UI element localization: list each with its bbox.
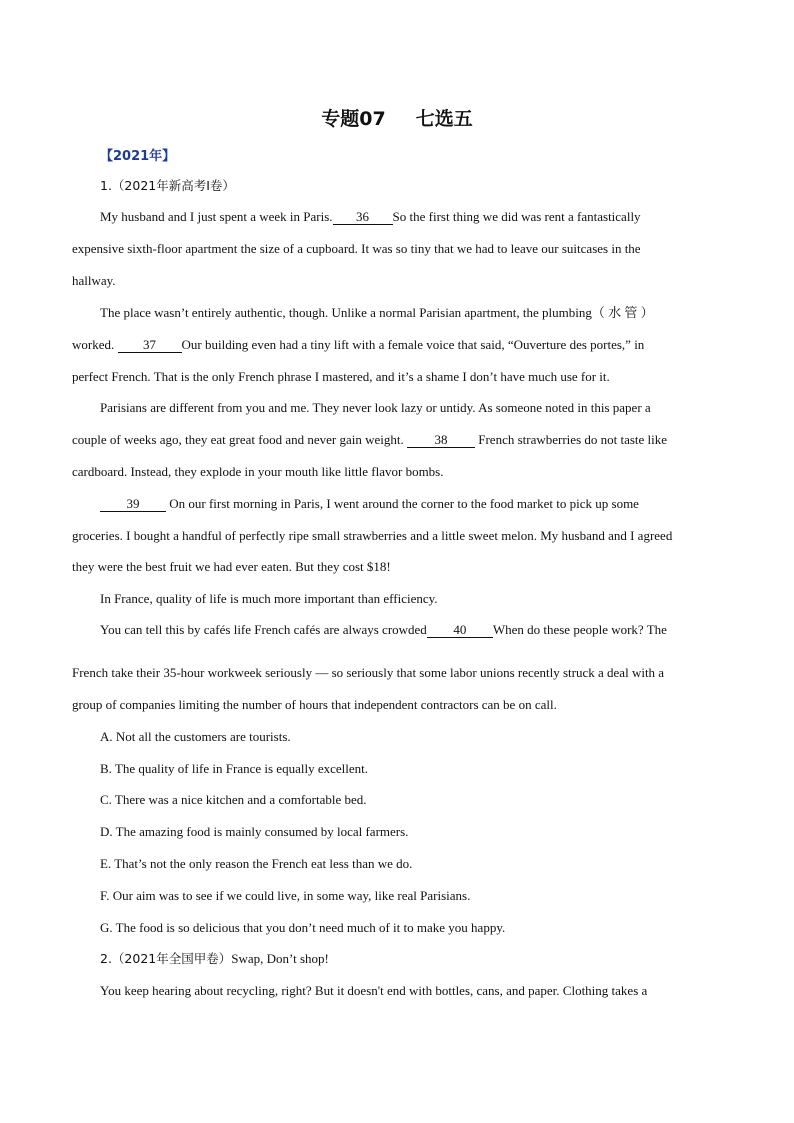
option-a: A. Not all the customers are tourists. (100, 729, 291, 744)
q1-p2-line3: perfect French. That is the only French phrase I mastered, and it’s a shame I don’t have much use for it. (72, 369, 610, 384)
option-d: D. The amazing food is mainly consumed by local farmers. (100, 824, 409, 839)
q1-p3-text-a: couple of weeks ago, they eat great food and never gain weight. (72, 432, 404, 447)
question-2-heading (100, 951, 727, 967)
q1-p2-line2 (72, 337, 727, 353)
q1-p1-line1 (100, 209, 727, 225)
option-c: C. There was a nice kitchen and a comfortable bed. (100, 792, 367, 807)
q1-p4-text-b: On our first morning in Paris, I went around the corner to the food market to pick up some (169, 496, 639, 511)
q2-heading-cn: 2.（2021年全国甲卷） (100, 951, 232, 966)
year-tag: 【2021年】 (100, 149, 176, 164)
q1-p1-text-a: My husband and I just spent a week in Paris. (100, 209, 333, 224)
q1-p4-line2: groceries. I bought a handful of perfectly ripe small strawberries and a little sweet melon. My husband and I agreed (72, 528, 673, 543)
q1-p6-line1 (100, 622, 727, 638)
blank-36: 36 (333, 210, 393, 225)
q2-heading-en: Swap, Don’t shop! (231, 951, 329, 966)
q1-p4-line3: they were the best fruit we had ever eaten. But they cost $18! (72, 559, 391, 574)
q1-p2-line1: The place wasn’t entirely authentic, though. Unlike a normal Parisian apartment, the plumbing（ 水 管 ） (100, 305, 654, 320)
q1-p6-line2: French take their 35-hour workweek seriously — so seriously that some labor unions recently struck a deal with a (72, 665, 665, 680)
option-e: E. That’s not the only reason the French eat less than we do. (100, 856, 413, 871)
page-title (0, 104, 794, 131)
q1-p6-text-b: When do these people work? The (492, 622, 667, 637)
blank-40: 40 (427, 623, 493, 638)
q1-p3-line1: Parisians are different from you and me. They never look lazy or untidy. As someone noted in this paper a (100, 400, 651, 415)
option-g: G. The food is so delicious that you don’t need much of it to make you happy. (100, 920, 506, 935)
q1-p1-line2: expensive sixth-floor apartment the size of a cupboard. It was so tiny that we had to leave our suitcases in the (72, 241, 641, 256)
q1-p6-line3: group of companies limiting the number of hours that independent contractors can be on call. (72, 697, 557, 712)
q1-p5-line1: In France, quality of life is much more important than efficiency. (100, 591, 438, 606)
q1-p1-line3: hallway. (72, 273, 116, 288)
q1-p3-line2 (72, 432, 727, 448)
option-b: B. The quality of life in France is equally excellent. (100, 761, 368, 776)
q2-p1-line1: You keep hearing about recycling, right? But it doesn't end with bottles, cans, and paper. Clothing takes a (100, 983, 648, 998)
q1-p4-line1 (100, 496, 727, 512)
title-main: 专题07 (321, 108, 386, 130)
blank-38: 38 (407, 433, 475, 448)
q1-p2-text-b: Our building even had a tiny lift with a female voice that said, “Ouverture des portes,” in (181, 337, 645, 352)
option-f: F. Our aim was to see if we could live, in some way, like real Parisians. (100, 888, 471, 903)
q1-p3-text-b: French strawberries do not taste like (478, 432, 668, 447)
q1-p2-text-a: worked. (72, 337, 115, 352)
q1-p1-text-b: So the first thing we did was rent a fantastically (392, 209, 641, 224)
q1-p3-line3: cardboard. Instead, they explode in your mouth like little flavor bombs. (72, 464, 444, 479)
blank-37: 37 (118, 338, 182, 353)
title-sub: 七选五 (415, 108, 473, 130)
question-1-heading: 1.（2021年新高考I卷） (100, 178, 235, 193)
q1-p6-text-a: You can tell this by cafés life French cafés are always crowded (100, 622, 427, 637)
blank-39: 39 (100, 497, 166, 512)
